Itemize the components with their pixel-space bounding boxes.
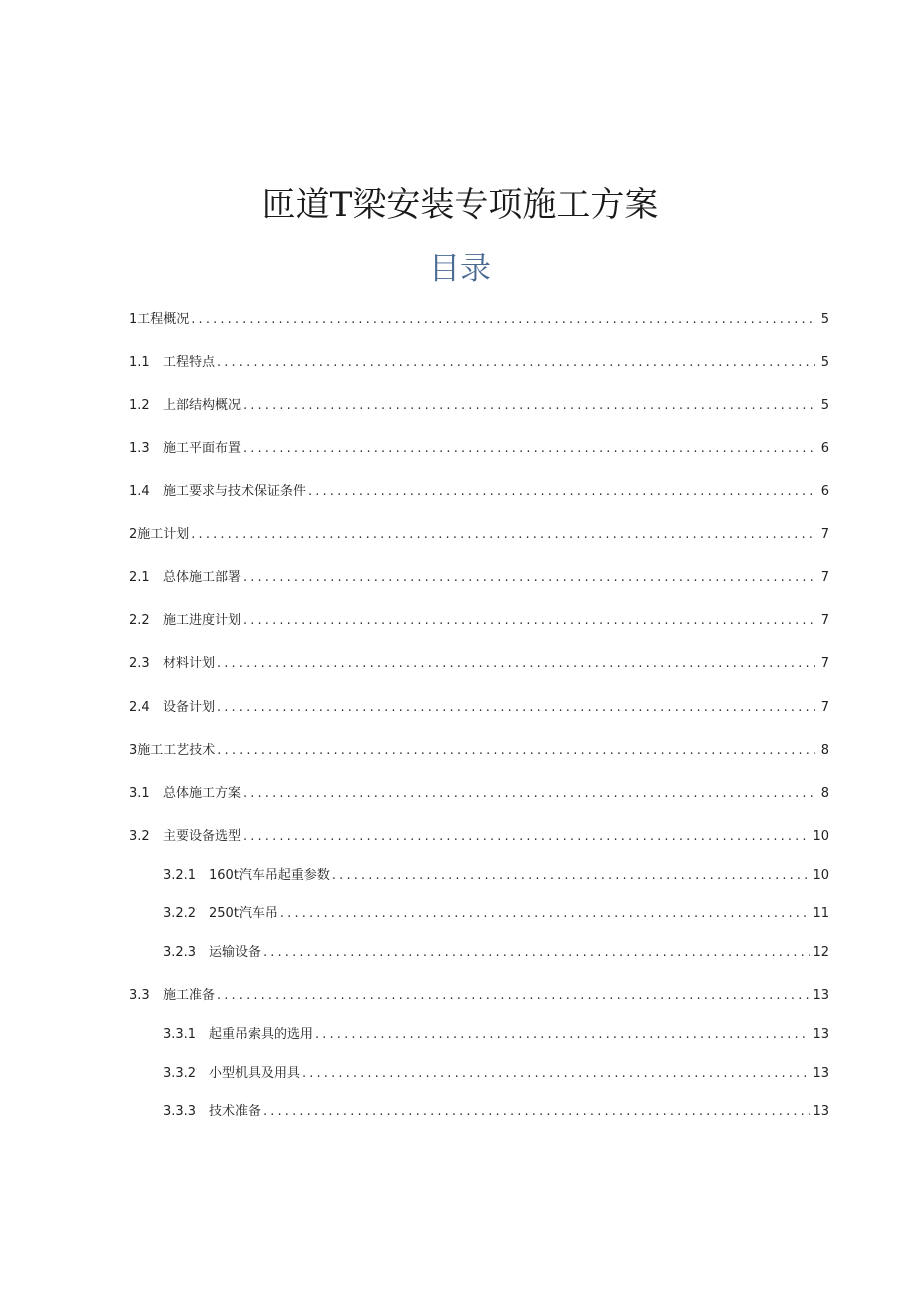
toc-entry-number: 2.1 [129, 570, 150, 585]
toc-entry[interactable] [129, 352, 829, 374]
toc-dot-leader [243, 395, 815, 417]
toc-dot-leader [217, 653, 815, 675]
toc-entry[interactable] [163, 942, 829, 964]
toc-entry-title: 施工平面布置 [163, 441, 242, 456]
toc-entry-title: 工程特点 [163, 355, 216, 370]
toc-entry[interactable] [163, 903, 829, 925]
toc-entry-number: 1.1 [129, 355, 150, 370]
toc-dot-leader [217, 985, 810, 1007]
toc-entry[interactable] [129, 740, 829, 762]
toc-entry-title: 施工要求与技术保证条件 [163, 484, 307, 499]
toc-heading: 目录 [429, 251, 491, 287]
toc-entry[interactable] [129, 826, 829, 848]
toc-entry-title: 运输设备 [209, 945, 262, 960]
toc-entry-page: 7 [820, 527, 829, 542]
toc-dot-leader [332, 865, 811, 887]
toc-entry-title: 160t汽车吊起重参数 [209, 868, 330, 883]
toc-entry-page: 11 [812, 906, 829, 921]
toc-entry[interactable] [163, 1063, 829, 1085]
toc-entry-page: 13 [812, 1104, 829, 1119]
toc-entry-page: 7 [820, 656, 829, 671]
toc-entry-page: 10 [812, 868, 829, 883]
toc-dot-leader [243, 783, 815, 805]
toc-entry-page: 13 [812, 1066, 829, 1081]
toc-entry[interactable] [129, 985, 829, 1007]
toc-entry-title: 设备计划 [163, 700, 216, 715]
toc-entry[interactable] [129, 395, 829, 417]
toc-dot-leader [308, 481, 815, 503]
toc-entry-number: 2 [129, 527, 138, 542]
toc-entry-number: 3.1 [129, 786, 150, 801]
toc-entry-page: 12 [812, 945, 829, 960]
toc-entry-number: 1 [129, 312, 138, 327]
toc-entry-title: 施工准备 [163, 988, 216, 1003]
toc-entry-page: 13 [812, 988, 829, 1003]
toc-entry-number: 1.4 [129, 484, 150, 499]
toc-entry-number: 2.3 [129, 656, 150, 671]
toc-entry[interactable] [163, 1101, 829, 1123]
toc-entry-number: 3.2.1 [163, 868, 197, 883]
toc-entry-page: 10 [812, 829, 829, 844]
toc-entry-page: 6 [820, 484, 829, 499]
toc-entry-number: 3 [129, 743, 138, 758]
toc-entry-page: 7 [820, 700, 829, 715]
toc-entry-title: 施工计划 [137, 527, 190, 542]
toc-dot-leader [243, 438, 815, 460]
toc-entry-number: 1.2 [129, 398, 150, 413]
toc-dot-leader [243, 610, 815, 632]
toc-entry-title: 小型机具及用具 [209, 1066, 301, 1081]
toc-dot-leader [243, 826, 810, 848]
toc-entry-number: 3.2 [129, 829, 150, 844]
toc-entry-title: 总体施工方案 [163, 786, 242, 801]
document-title: 匝道T梁安装专项施工方案 [261, 185, 659, 225]
toc-entry-page: 7 [820, 570, 829, 585]
toc-dot-leader [280, 903, 811, 925]
toc-entry-title: 主要设备选型 [163, 829, 242, 844]
toc-entry[interactable] [129, 783, 829, 805]
toc-entry[interactable] [163, 1024, 829, 1046]
toc-dot-leader [217, 740, 815, 762]
toc-entry-page: 13 [812, 1027, 829, 1042]
toc-dot-leader [243, 567, 815, 589]
toc-entry[interactable] [129, 567, 829, 589]
toc-entry-title: 施工工艺技术 [137, 743, 216, 758]
toc-entry[interactable] [129, 481, 829, 503]
toc-entry[interactable] [129, 610, 829, 632]
toc-entry[interactable] [129, 438, 829, 460]
toc-entry-title: 250t汽车吊 [209, 906, 278, 921]
toc-entry-number: 3.3.2 [163, 1066, 197, 1081]
toc-dot-leader [263, 1101, 810, 1123]
toc-entry-page: 8 [820, 786, 829, 801]
toc-entry-title: 总体施工部署 [163, 570, 242, 585]
toc-entry[interactable] [163, 865, 829, 887]
toc-dot-leader [263, 942, 810, 964]
toc-entry-number: 2.2 [129, 613, 150, 628]
toc-entry-number: 2.4 [129, 700, 150, 715]
toc-entry[interactable] [129, 697, 829, 719]
toc-entry-number: 3.3 [129, 988, 150, 1003]
toc-entry-number: 3.2.2 [163, 906, 197, 921]
toc-entry[interactable] [129, 653, 829, 675]
toc-entry-title: 材料计划 [163, 656, 216, 671]
toc-entry-title: 施工进度计划 [163, 613, 242, 628]
toc-entry-number: 3.3.3 [163, 1104, 197, 1119]
toc-entry[interactable] [129, 309, 829, 331]
toc-dot-leader [302, 1063, 810, 1085]
toc-entry-page: 6 [820, 441, 829, 456]
toc-entry-title: 起重吊索具的选用 [209, 1027, 314, 1042]
toc-dot-leader [191, 309, 815, 331]
toc-entry-page: 5 [820, 312, 829, 327]
toc-dot-leader [315, 1024, 810, 1046]
toc-entry-page: 5 [820, 398, 829, 413]
toc-entry-page: 5 [820, 355, 829, 370]
toc-dot-leader [217, 697, 815, 719]
toc-entry-page: 8 [820, 743, 829, 758]
toc-entry[interactable] [129, 524, 829, 546]
toc-dot-leader [217, 352, 815, 374]
toc-entry-page: 7 [820, 613, 829, 628]
toc-entry-title: 工程概况 [137, 312, 190, 327]
toc-entry-number: 3.3.1 [163, 1027, 197, 1042]
toc-entry-number: 1.3 [129, 441, 150, 456]
toc-entry-title: 上部结构概况 [163, 398, 242, 413]
toc-dot-leader [191, 524, 815, 546]
toc-entry-title: 技术准备 [209, 1104, 262, 1119]
toc-entry-number: 3.2.3 [163, 945, 197, 960]
